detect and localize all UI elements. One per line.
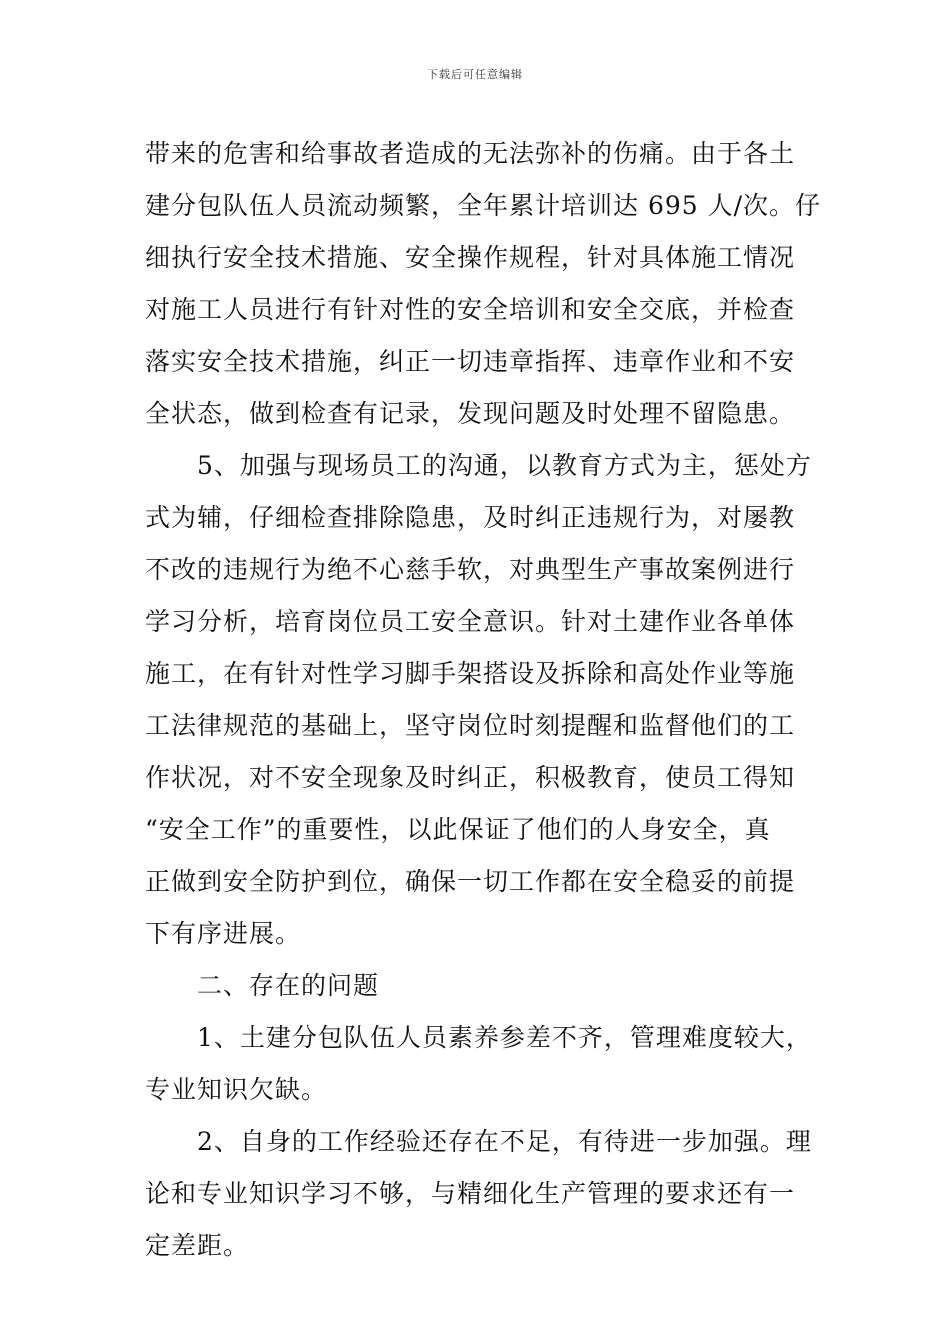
page-header: 下载后可任意编辑 xyxy=(427,68,523,81)
text-line: 专业知识欠缺。 xyxy=(145,1075,328,1104)
document-body xyxy=(145,128,822,1272)
text-line: 论和专业知识学习不够，与精细化生产管理的要求还有一 xyxy=(145,1179,796,1208)
text-line: 建分包队伍人员流动频繁，全年累计培训达 695 人/次。仔 xyxy=(145,191,822,220)
text-line: 定差距。 xyxy=(145,1231,250,1260)
section-heading: 二、存在的问题 xyxy=(197,971,380,1000)
paragraph-start-line: 2、自身的工作经验还存在不足，有待进一步加强。理 xyxy=(197,1127,812,1156)
text-line: 对施工人员进行有针对性的安全培训和安全交底，并检查 xyxy=(145,295,796,324)
text-line: 工法律规范的基础上，坚守岗位时刻提醒和监督他们的工 xyxy=(145,711,796,740)
text-line: 全状态，做到检查有记录，发现问题及时处理不留隐患。 xyxy=(145,399,796,428)
text-line: 学习分析，培育岗位员工安全意识。针对土建作业各单体 xyxy=(145,607,796,636)
paragraph-start-line: 5、加强与现场员工的沟通，以教育方式为主，惩处方 xyxy=(197,451,812,480)
text-line: 正做到安全防护到位，确保一切工作都在安全稳妥的前提 xyxy=(145,867,796,896)
text-line: 施工，在有针对性学习脚手架搭设及拆除和高处作业等施 xyxy=(145,659,796,688)
text-line: 细执行安全技术措施、安全操作规程，针对具体施工情况 xyxy=(145,243,796,272)
text-line: 式为辅，仔细检查排除隐患，及时纠正违规行为，对屡教 xyxy=(145,503,796,532)
paragraph-start-line: 1、土建分包队伍人员素养参差不齐，管理难度较大， xyxy=(197,1023,812,1052)
text-line: 落实安全技术措施，纠正一切违章指挥、违章作业和不安 xyxy=(145,347,796,376)
text-line: 下有序进展。 xyxy=(145,919,302,948)
text-line: 带来的危害和给事故者造成的无法弥补的伤痛。由于各土 xyxy=(145,139,796,168)
text-line: 不改的违规行为绝不心慈手软，对典型生产事故案例进行 xyxy=(145,555,796,584)
text-line: 作状况，对不安全现象及时纠正，积极教育，使员工得知 xyxy=(145,763,796,792)
text-line: “安全工作”的重要性，以此保证了他们的人身安全，真 xyxy=(145,815,771,844)
